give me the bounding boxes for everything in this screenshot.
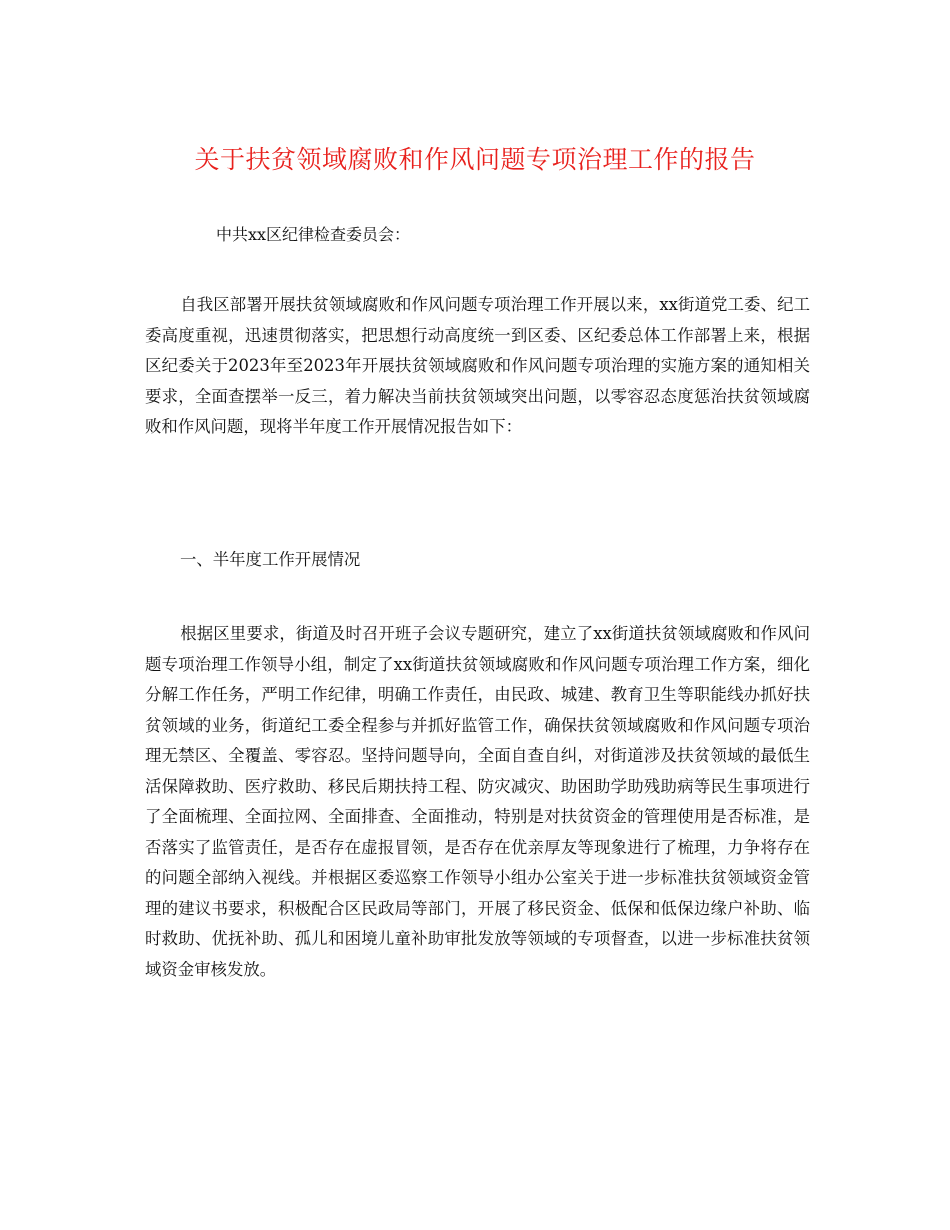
paragraph-intro: 自我区部署开展扶贫领域腐败和作风问题专项治理工作开展以来，xx街道党工委、纪工委高度重视，迅速贯彻落实，把思想行动高度统一到区委、区纪委总体工作部署上来，根据区纪委关于2023年至2023年开展扶贫领域腐败和作风问题专项治理的实施方案的通知相关要求，全面查摆举一反三，着力解决当前扶贫领域突出问题，以零容忍态度惩治扶贫领域腐败和作风问题，现将半年度工作开展情况报告如下： (145, 295, 810, 436)
salutation: 中共xx区纪律检查委员会： (216, 225, 411, 244)
paragraph-work-progress: 根据区里要求，街道及时召开班子会议专题研究，建立了xx街道扶贫领域腐败和作风问题专项治理工作领导小组，制定了xx街道扶贫领域腐败和作风问题专项治理工作方案，细化分解工作任务，严明工作纪律，明确工作责任，由民政、城建、教育卫生等职能线办抓好扶贫领域的业务，街道纪工委全程参与并抓好监管工作，确保扶贫领域腐败和作风问题专项治理无禁区、全覆盖、零容忍。坚持问题导向，全面自查自纠，对街道涉及扶贫领域的最低生活保障救助、医疗救助、移民后期扶持工程、防灾减灾、助困助学助残助病等民生事项进行了全面梳理、全面拉网、全面排查、全面推动，特别是对扶贫资金的管理使用是否标准，是否落实了监管责任，是否存在虚报冒领，是否存在优亲厚友等现象进行了梳理，力争将存在的问题全部纳入视线。并根据区委巡察工作领导小组办公室关于进一步标准扶贫领域资金管理的建议书要求，积极配合区民政局等部门，开展了移民资金、低保和低保边缘户补助、临时救助、优抚补助、孤儿和困境儿童补助审批发放等领域的专项督查，以进一步标准扶贫领域资金审核发放。 (145, 624, 810, 979)
document-title: 关于扶贫领域腐败和作风问题专项治理工作的报告 (194, 145, 756, 174)
section-heading: 一、半年度工作开展情况 (180, 550, 361, 569)
